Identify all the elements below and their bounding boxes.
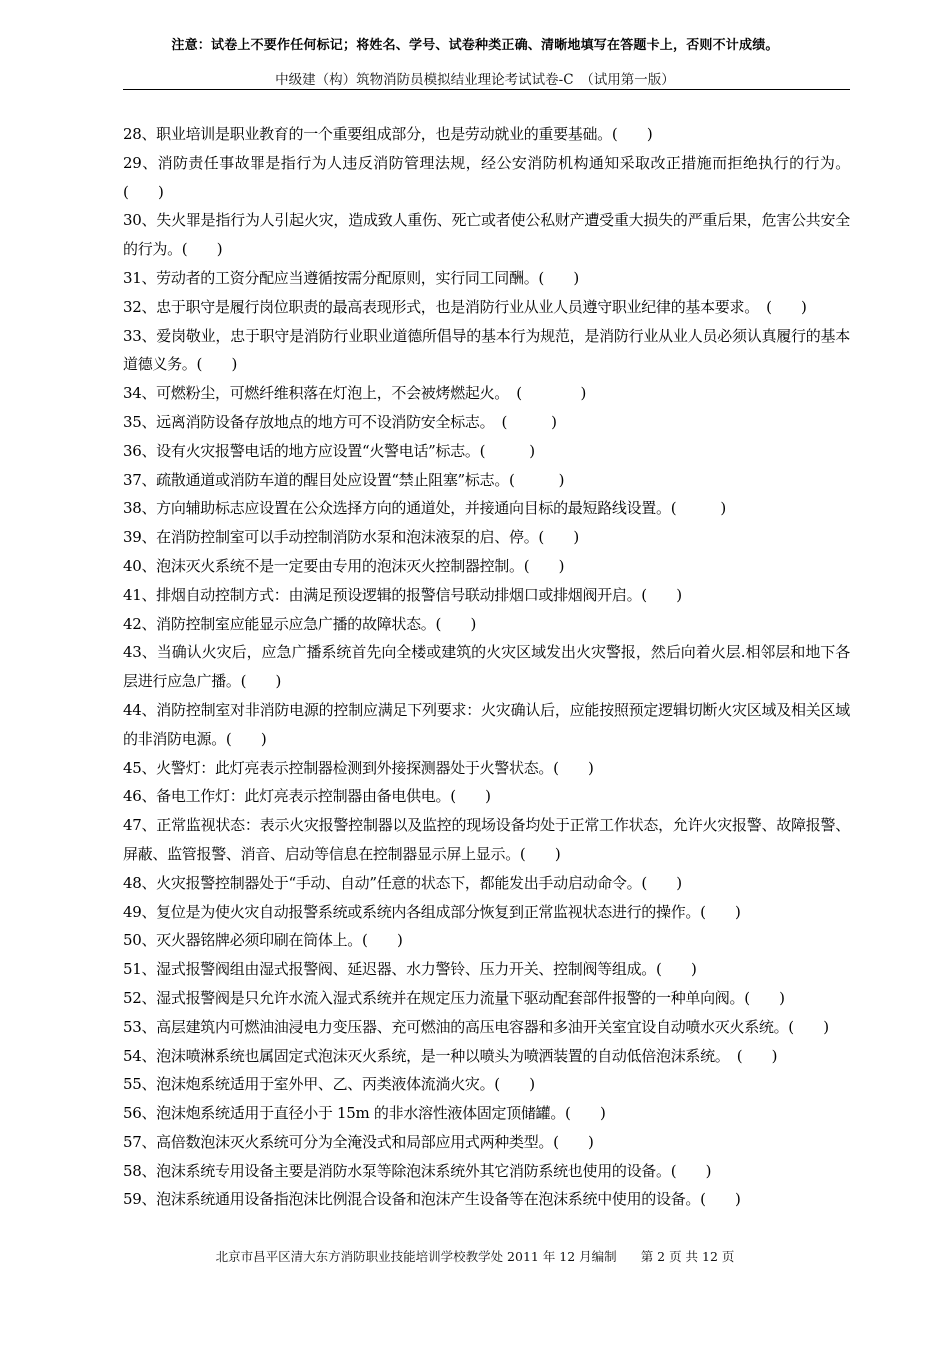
question-item: 34、可燃粉尘，可燃纤维积落在灯泡上，不会被烤燃起火。 ( ) [123,384,587,403]
question-item: 54、泡沫喷淋系统也属固定式泡沫灭火系统，是一种以喷头为喷洒装置的自动低倍泡沫系统。 ( ) [123,1046,778,1065]
question-item: 38、方向辅助标志应设置在公众选择方向的通道处，并接通向目标的最短路线设置。( ) [123,499,726,518]
question-item: 58、泡沫系统专用设备主要是消防水泵等除泡沫系统外其它消防系统也使用的设备。( ) [123,1161,712,1180]
question-item: 51、湿式报警阀组由湿式报警阀、延迟器、水力警铃、压力开关、控制阀等组成。( ) [123,960,697,979]
page-header-title: 中级建（构）筑物消防员模拟结业理论考试试卷-C （试用第一版） [275,72,675,88]
question-item: 59、泡沫系统通用设备指泡沫比例混合设备和泡沫产生设备等在泡沫系统中使用的设备。( ) [123,1190,741,1209]
page-footer [0,1247,950,1265]
question-item: 52、湿式报警阀是只允许水流入湿式系统并在规定压力流量下驱动配套部件报警的一种单向阀。( ) [123,988,785,1007]
question-item: 43、当确认火灾后，应急广播系统首先向全楼或建筑的火灾区域发出火灾警报，然后向着火层.相邻层和地下各层进行应急广播。( ) [123,643,850,691]
footer-page-number: 第 2 页 共 12 页 [640,1249,735,1264]
question-item: 53、高层建筑内可燃油油浸电力变压器、充可燃油的高压电容器和多油开关室宜设自动喷水灭火系统。( ) [123,1017,829,1036]
question-item: 45、火警灯：此灯亮表示控制器检测到外接探测器处于火警状态。( ) [123,758,594,777]
question-item: 56、泡沫炮系统适用于直径小于 15m 的非水溶性液体固定顶储罐。( ) [123,1104,606,1123]
question-item: 47、正常监视状态：表示火灾报警控制器以及监控的现场设备均处于正常工作状态，允许火灾报警、故障报警、屏蔽、监管报警、消音、启动等信息在控制器显示屏上显示。( ) [123,816,850,863]
question-item: 41、排烟自动控制方式：由满足预设逻辑的报警信号联动排烟口或排烟阀开启。( ) [123,585,682,604]
question-item: 50、灭火器铭牌必须印刷在筒体上。( ) [123,931,403,950]
question-item: 36、设有火灾报警电话的地方应设置“火警电话”标志。( ) [123,441,535,460]
question-item: 49、复位是为使火灾自动报警系统或系统内各组成部分恢复到正常监视状态进行的操作。( ) [123,902,741,921]
question-item: 31、劳动者的工资分配应当遵循按需分配原则，实行同工同酬。( ) [123,268,579,287]
question-item: 30、失火罪是指行为人引起火灾，造成致人重伤、死亡或者使公私财产遭受重大损失的严重后果，危害公共安全的行为。( ) [123,211,850,259]
question-item: 39、在消防控制室可以手动控制消防水泵和泡沫液泵的启、停。( ) [123,528,579,547]
question-item: 40、泡沫灭火系统不是一定要由专用的泡沫灭火控制器控制。( ) [123,556,565,575]
question-item: 32、忠于职守是履行岗位职责的最高表现形式，也是消防行业从业人员遵守职业纪律的基本要求。 ( ) [123,297,807,316]
question-item: 35、远离消防设备存放地点的地方可不设消防安全标志。 ( ) [123,412,557,431]
footer-publisher: 北京市昌平区清大东方消防职业技能培训学校教学处 2011 年 12 月编制 [215,1249,617,1264]
question-item: 48、火灾报警控制器处于“手动、自动”任意的状态下，都能发出手动启动命令。( ) [123,873,682,892]
question-item: 44、消防控制室对非消防电源的控制应满足下列要求：火灾确认后，应能按照预定逻辑切断火灾区域及相关区域的非消防电源。( ) [123,700,850,748]
question-list [123,120,850,1214]
question-item: 55、泡沫炮系统适用于室外甲、乙、丙类液体流淌火灾。( ) [123,1075,535,1094]
question-item: 29、消防责任事故罪是指行为人违反消防管理法规，经公安消防机构通知采取改正措施而拒绝执行的行为。( ) [123,153,850,201]
question-item: 46、备电工作灯：此灯亮表示控制器由备电供电。( ) [123,787,491,806]
question-item: 42、消防控制室应能显示应急广播的故障状态。( ) [123,614,476,633]
question-item: 33、爱岗敬业，忠于职守是消防行业职业道德所倡导的基本行为规范，是消防行业从业人员必须认真履行的基本道德义务。( ) [123,326,850,374]
question-item: 28、职业培训是职业教育的一个重要组成部分，也是劳动就业的重要基础。( ) [123,125,653,143]
question-item: 57、高倍数泡沫灭火系统可分为全淹没式和局部应用式两种类型。( ) [123,1132,594,1151]
header-divider [123,89,850,90]
exam-notice: 注意：试卷上不要作任何标记；将姓名、学号、试卷种类正确、清晰地填写在答题卡上，否则不计成绩。 [171,38,779,53]
question-item: 37、疏散通道或消防车道的醒目处应设置“禁止阻塞”标志。( ) [123,470,565,489]
